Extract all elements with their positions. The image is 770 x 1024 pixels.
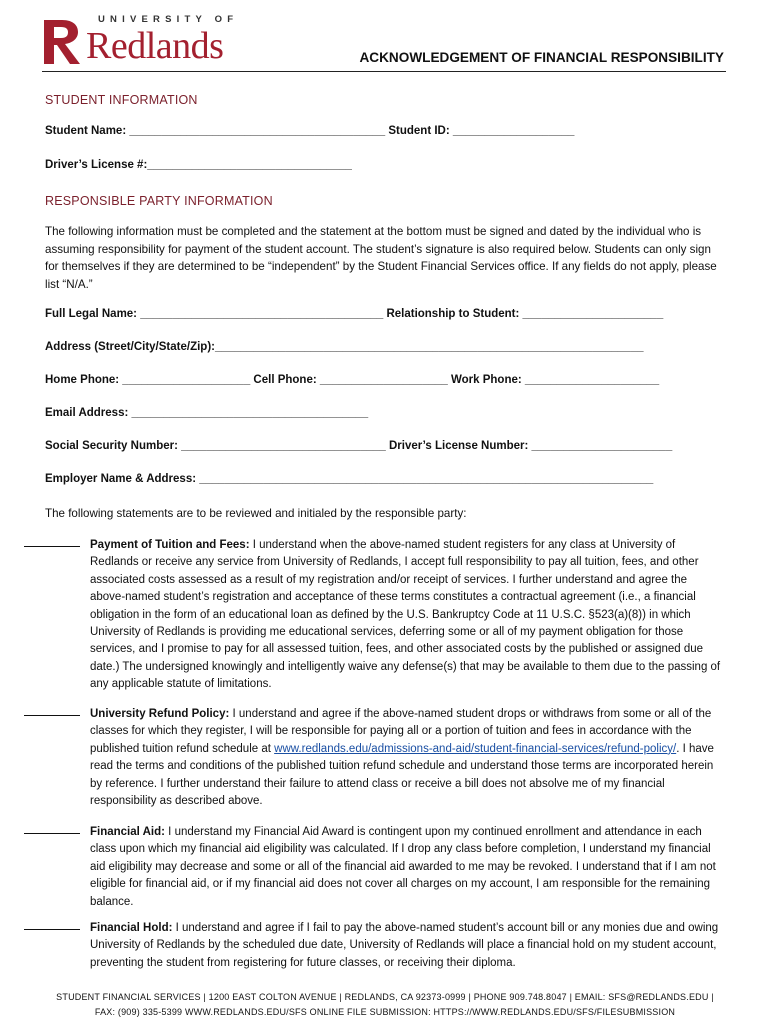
ssn-license-field[interactable]: Social Security Number: ________________________________ Driver’s License Number: ______________________ — [45, 440, 673, 452]
tuition-title: Payment of Tuition and Fees: — [90, 539, 250, 551]
phone-fields[interactable]: Home Phone: ____________________ Cell Phone: ____________________ Work Phone: _____________________ — [45, 374, 660, 386]
logo-name-text: Redlands — [86, 25, 224, 67]
email-field[interactable]: Email Address: _____________________________________ — [45, 407, 369, 419]
footer-line-1: STUDENT FINANCIAL SERVICES | 1200 EAST COLTON AVENUE | REDLANDS, CA 92373-0999 | PHONE 909.748.8047 | EMAIL: SFS@REDLANDS.EDU | — [56, 992, 714, 1002]
page-title: ACKNOWLEDGEMENT OF FINANCIAL RESPONSIBILITY — [359, 50, 724, 65]
refund-body-before: I understand and agree if the above-named student drops or withdraws from some or all of the classes for which they register, I will be responsible for paying all or a portion of tuition and fees in accordance with the published tuition refund schedule at — [90, 708, 712, 755]
financial-aid-statement — [22, 824, 732, 911]
aid-title: Financial Aid: — [90, 826, 165, 838]
aid-initial-blank[interactable] — [24, 824, 80, 834]
redlands-r-logo-icon — [42, 16, 86, 66]
footer-line-2: FAX: (909) 335-5399 WWW.REDLANDS.EDU/SFS ONLINE FILE SUBMISSION: HTTPS://WWW.REDLANDS.EDU/SFS/FILESUBMISSION — [94, 1007, 676, 1017]
hold-title: Financial Hold: — [90, 922, 173, 934]
hold-body: I understand and agree if I fail to pay the above-named student’s account bill or any monies due and owing University of Redlands by the scheduled due date, University of Redlands will place a financial hold on my student account, preventing the student from registering for future classes, or receiving their diploma. — [90, 922, 719, 969]
refund-title: University Refund Policy: — [90, 708, 230, 720]
aid-body: I understand my Financial Aid Award is contingent upon my continued enrollment and attendance in each class upon which my financial aid eligibility was calculated. If I drop any class before completion, I understand my financial aid eligibility may decrease and some or all of the financial aid awarded to me may be revoked. I understand that if I am not eligible for financial aid, or if my financial aid does not cover all charges on my account, I am responsible for the remaining balance. — [90, 826, 716, 908]
refund-statement — [22, 706, 732, 810]
aid-statement-text — [90, 824, 722, 911]
financial-hold-statement — [22, 920, 732, 972]
tuition-initial-blank[interactable] — [24, 537, 80, 547]
hold-statement-text — [90, 920, 722, 972]
tuition-body: I understand when the above-named student registers for any class at University of Redlands or receive any service from University of Redlands, I accept full responsibility to pay all tuition, fees, and other associated costs assessed as a result of my registration and/or receipt of services. I further understand and agree the above-named student’s registration and acceptance of these terms constitutes a contractual agreement (i.e., a financial obligation in the form of an educational loan as defined by the U.S. Bankruptcy Code at 11 U.S.C. §523(a)(8)) in which University of Redlands is providing me educational services, deferring some or all of my payment obligation for those services, and I promise to pay for all assessed tuition, fees, and other associated costs by the published or assigned due date.) The undersigned knowingly and intelligently waive any defense(s) that may be available to them due to the passing of any applicable statute of limitations. — [90, 539, 721, 691]
statements-intro: The following statements are to be reviewed and initialed by the responsible party: — [45, 507, 467, 520]
logo-university-text: UNIVERSITY OF — [98, 14, 239, 25]
hold-initial-blank[interactable] — [24, 920, 80, 930]
refund-body-after: . I have read the terms and conditions of the published tuition refund schedule and understand those terms are incorporated herein by reference. I further understand their failure to attend class or receive a bill does not absolve me of my financial responsibility as described above. — [90, 742, 714, 808]
student-name-id-field[interactable]: Student Name: ________________________________________ Student ID: ___________________ — [45, 125, 575, 137]
responsible-party-intro: The following information must be completed and the statement at the bottom must be signed and dated by the individual who is assuming responsibility for payment of the student account. The student’s signature is also required below. Students can only sign for themselves if they are determined to be “independent” by the Student Financial Services office. If any fields do not apply, please list “N/A.” — [45, 225, 717, 291]
refund-statement-text — [90, 706, 722, 810]
employer-field[interactable]: Employer Name & Address: _______________________________________________________________________ — [45, 473, 654, 485]
refund-initial-blank[interactable] — [24, 706, 80, 716]
student-information-heading: STUDENT INFORMATION — [45, 93, 198, 107]
address-field[interactable]: Address (Street/City/State/Zip):___________________________________________________________________ — [45, 341, 644, 353]
header-divider — [42, 71, 726, 72]
university-logo — [42, 14, 242, 66]
refund-policy-link[interactable]: www.redlands.edu/admissions-and-aid/student-financial-services/refund-policy/ — [274, 742, 677, 755]
tuition-statement-text — [90, 537, 722, 694]
full-legal-name-field[interactable]: Full Legal Name: ______________________________________ Relationship to Student: ______________________ — [45, 308, 664, 320]
tuition-statement — [22, 537, 732, 694]
responsible-party-heading: RESPONSIBLE PARTY INFORMATION — [45, 194, 273, 208]
page-footer — [0, 990, 770, 1020]
student-license-field[interactable]: Driver’s License #:________________________________ — [45, 159, 352, 171]
